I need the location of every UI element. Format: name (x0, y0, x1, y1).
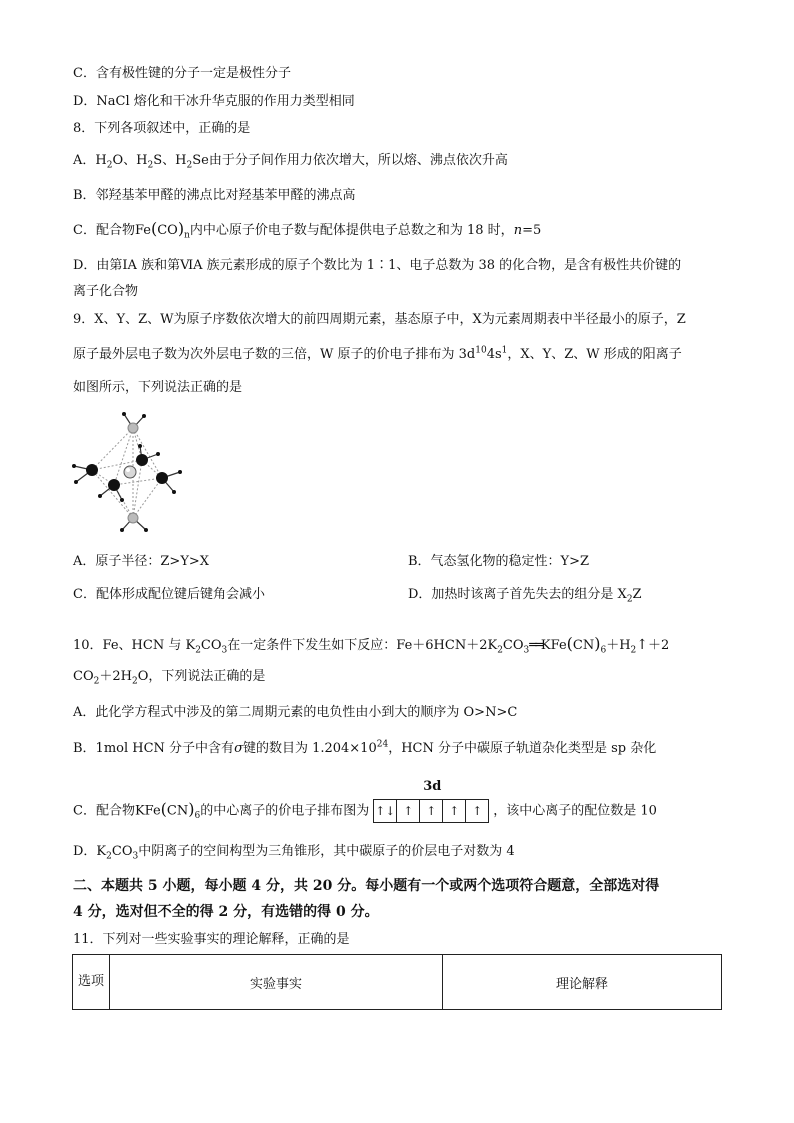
table-header-option: 选项 (73, 955, 110, 1010)
orbital-box: ↑ (472, 804, 483, 818)
question-9-line1: 9．X、Y、Z、W为原子序数依次增大的前四周期元素，基态原子中，X为元素周期表中半径最小的原子，Z (73, 312, 686, 327)
question-11-stem: 11．下列对一些实验事实的理论解释，正确的是 (73, 932, 350, 947)
question-10-line2: $CO_2+2H_2O$，下列说法正确的是 (73, 669, 266, 687)
option-c-prev: C．含有极性键的分子一定是极性分子 (73, 66, 291, 81)
orbital-diagram-3d (373, 779, 489, 823)
section-2-heading-line1: 二、本题共 5 小题，每小题 4 分，共 20 分。每小题有一个或两个选项符合题意，全部选对得 (73, 878, 660, 894)
question-8-option-c: C．配合物$Fe(CO)_n$内中心原子价电子数与配体提供电子总数之和为 18 时，n=5 (73, 219, 542, 241)
question-8-stem: 8．下列各项叙述中，正确的是 (73, 121, 251, 136)
question-8-option-b: B．邻羟基苯甲醛的沸点比对羟基苯甲醛的沸点高 (73, 188, 356, 203)
orbital-box: ↑ (420, 800, 443, 822)
question-11-table (72, 954, 722, 1010)
question-10-option-a: A．此化学方程式中涉及的第二周期元素的电负性由小到大的顺序为 O>N>C (73, 705, 518, 720)
question-8-option-a: A．$H_2O$、$H_2S$、$H_2Se$由于分子间作用力依次增大，所以熔、沸点依次升高 (73, 153, 508, 171)
question-9-option-c: C．配体形成配位键后键角会减小 (73, 587, 265, 602)
question-9-line3: 如图所示，下列说法正确的是 (73, 380, 243, 395)
cation-structure-diagram (70, 410, 190, 540)
orbital-box: ↑ (443, 800, 466, 822)
question-8-option-d-line1: D．由第ⅠA 族和第ⅥA 族元素形成的原子个数比为 1∶1、电子总数为 38 的化合物，是含有极性共价键的 (73, 258, 682, 273)
question-9-option-b: B．气态氢化物的稳定性：Y>Z (408, 554, 590, 569)
option-d-prev: D．NaCl 熔化和干冰升华克服的作用力类型相同 (73, 94, 355, 109)
section-2-heading-line2: 4 分，选对但不全的得 2 分，有选错的得 0 分。 (73, 904, 379, 920)
question-9-option-d: D．加热时该离子首先失去的组分是 $X_2Z$ (408, 587, 642, 605)
question-10-line1: 10．Fe、HCN 与 $K_2CO_3$在一定条件下发生如下反应：$Fe+6HCN+2K_2CO_3══KFe(CN)_6+H_2↑+2$ (73, 634, 670, 656)
question-10-option-c: C．配合物$KFe(CN)_6$的中心离子的价电子排布图为 3d ↑↓ ↑ ↑ ↑ ↑ ，该中心离子的配位数是 10 (73, 779, 657, 822)
question-10-option-b: B．1mol HCN 分子中含有σ键的数目为 $1.204\times 10^{24}$，HCN 分子中碳原子轨道杂化类型是 sp 杂化 (73, 739, 657, 756)
orbital-label: 3d (423, 779, 442, 794)
table-header-fact: 实验事实 (110, 955, 443, 1010)
question-9-option-a: A．原子半径：Z>Y>X (73, 554, 210, 569)
orbital-box: ↑ (397, 800, 420, 822)
question-8-option-d-line2: 离子化合物 (73, 284, 139, 299)
question-9-line2: 原子最外层电子数为次外层电子数的三倍，W 原子的价电子排布为 $3d^{10}4s^1$，X、Y、Z、W 形成的阳离子 (73, 345, 682, 362)
orbital-box: ↑↓ (374, 800, 397, 822)
question-10-option-d: D．$K_2CO_3$中阴离子的空间构型为三角锥形，其中碳原子的价层电子对数为 4 (73, 844, 515, 862)
table-header-explanation: 理论解释 (443, 955, 722, 1010)
